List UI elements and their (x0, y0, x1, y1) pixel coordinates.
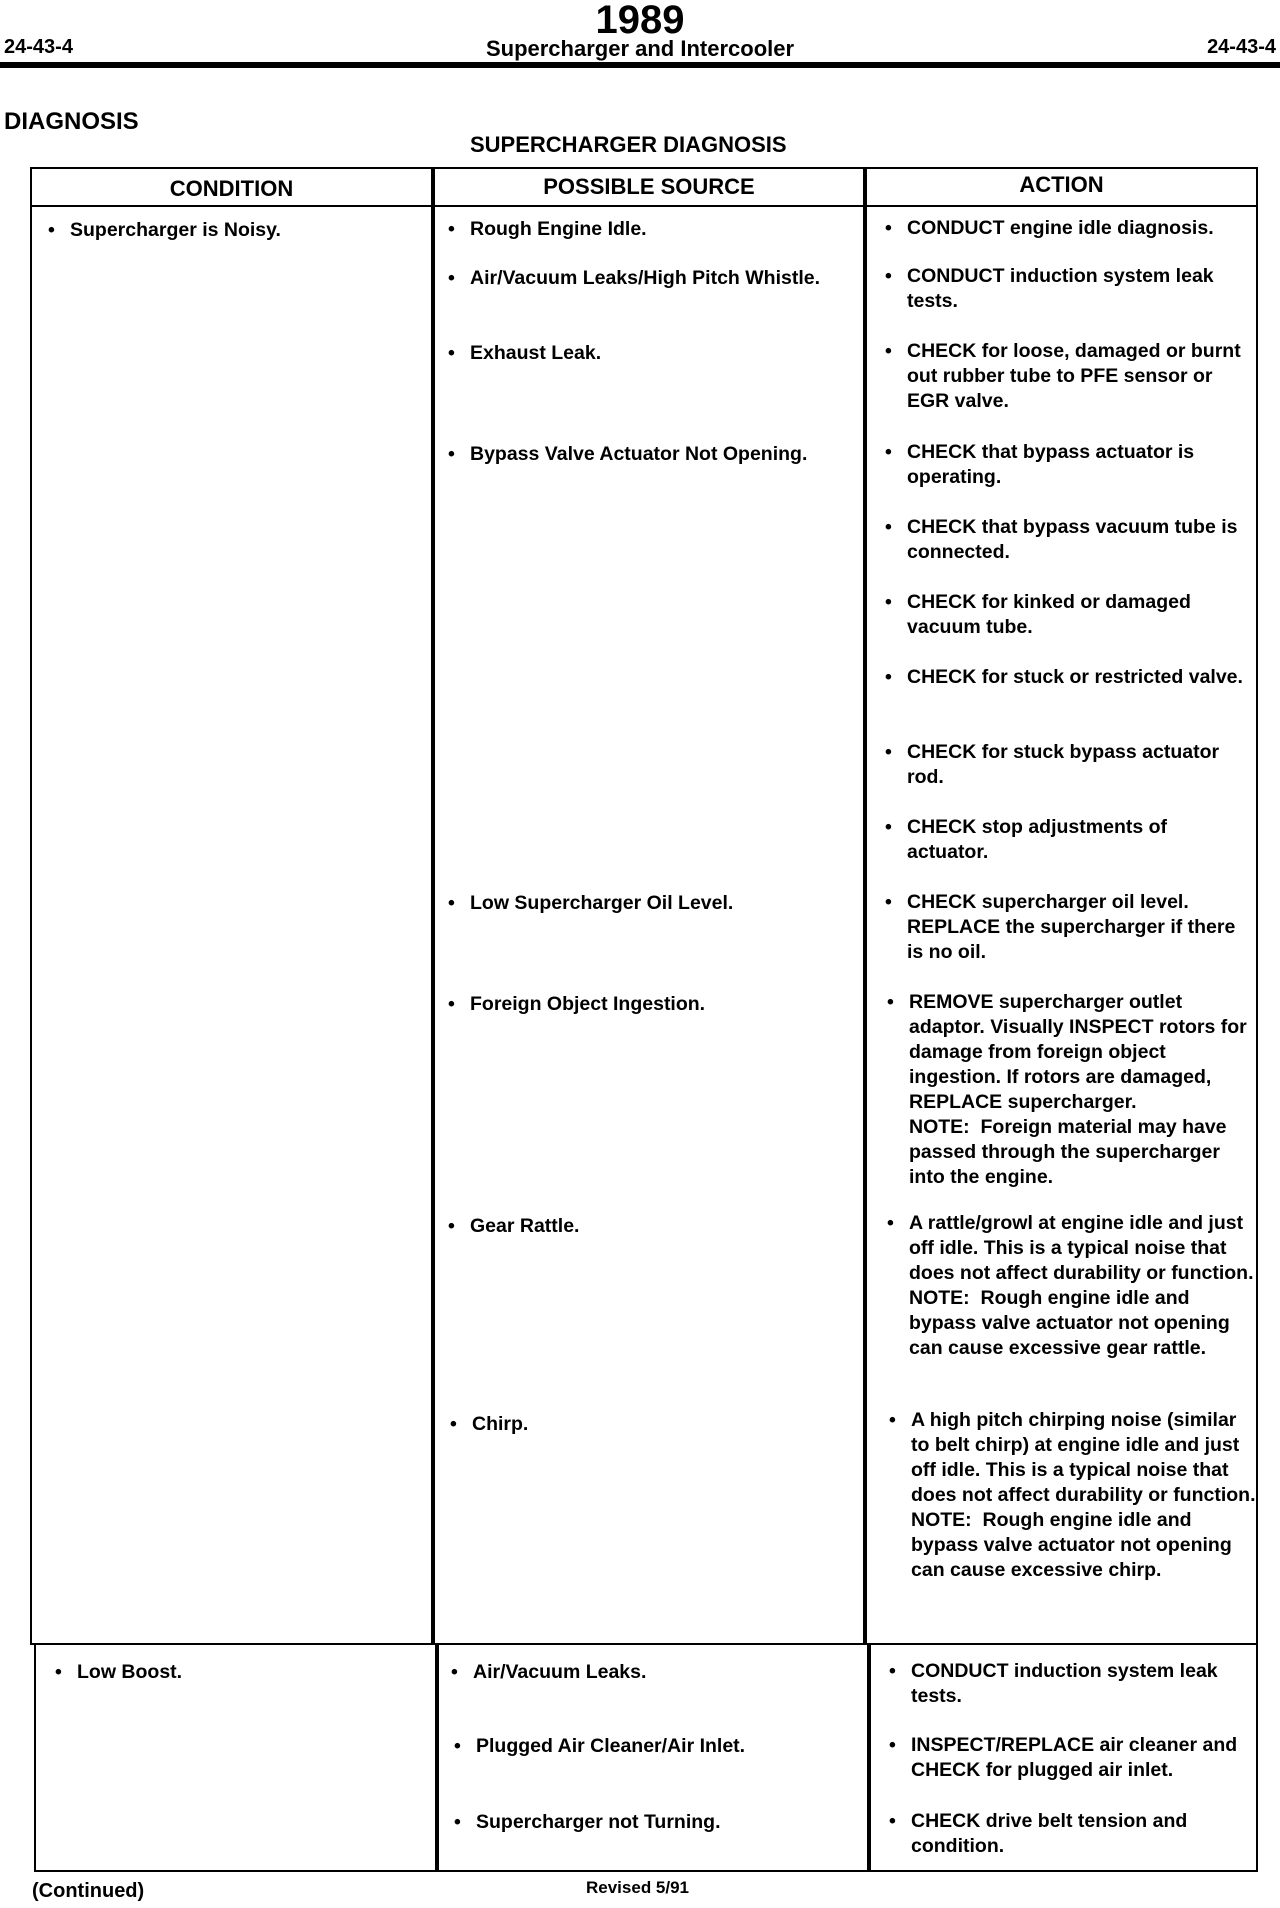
note-label: NOTE: (911, 1509, 972, 1531)
condition-cell-row-1 (30, 205, 433, 1645)
manual-year: 1989 (595, 0, 685, 42)
action-item (909, 1211, 1254, 1361)
source-item: • Chirp. (472, 1412, 857, 1437)
note-text: Rough engine idle and bypass valve actuator not opening can cause excessive gear rattle. (909, 1287, 1230, 1359)
action-note (909, 1115, 1254, 1190)
action-item: • CHECK that bypass actuator is operating. (907, 440, 1252, 490)
column-header-possible-source: POSSIBLE SOURCE (543, 174, 755, 199)
action-item: • CHECK for loose, damaged or burnt out rubber tube to PFE sensor or EGR valve. (907, 339, 1252, 414)
note-text: Foreign material may have passed through the supercharger into the engine. (909, 1116, 1227, 1188)
action-item: • CONDUCT engine idle diagnosis. (907, 216, 1252, 241)
source-item: • Air/Vacuum Leaks/High Pitch Whistle. (470, 266, 855, 291)
condition-item: • Low Boost. (77, 1660, 417, 1685)
column-header-action: ACTION (1019, 172, 1104, 197)
action-item: • CHECK that bypass vacuum tube is connected. (907, 515, 1252, 565)
source-item: • Bypass Valve Actuator Not Opening. (470, 442, 855, 467)
continued-label: (Continued) (32, 1880, 145, 1902)
section-title: DIAGNOSIS (4, 108, 139, 135)
page-title: Supercharger and Intercooler (485, 36, 795, 61)
action-item: • INSPECT/REPLACE air cleaner and CHECK for plugged air inlet. (911, 1733, 1253, 1783)
source-item: • Supercharger not Turning. (476, 1810, 861, 1835)
action-item: • CHECK supercharger oil level. REPLACE the supercharger if there is no oil. (907, 890, 1252, 965)
action-item (911, 1408, 1256, 1583)
source-item: • Foreign Object Ingestion. (470, 992, 855, 1017)
source-item: • Exhaust Leak. (470, 341, 855, 366)
page-number-left: 24-43-4 (4, 36, 73, 58)
source-item: • Gear Rattle. (470, 1214, 855, 1239)
revised-date: Revised 5/91 (586, 1878, 690, 1897)
source-item: • Low Supercharger Oil Level. (470, 891, 855, 916)
action-item: • CHECK stop adjustments of actuator. (907, 815, 1252, 865)
note-label: NOTE: (909, 1287, 970, 1309)
table-title: SUPERCHARGER DIAGNOSIS (470, 132, 787, 157)
action-item: • CONDUCT induction system leak tests. (911, 1659, 1253, 1709)
page-number-right: 24-43-4 (1207, 36, 1276, 58)
action-text: REMOVE supercharger outlet adaptor. Visually INSPECT rotors for damage from foreign object ingestion. If rotors are damaged, REPLACE supercharger. (909, 991, 1247, 1113)
column-header-condition: CONDITION (169, 176, 294, 201)
action-note (909, 1286, 1254, 1361)
action-item (909, 990, 1254, 1190)
source-item: • Rough Engine Idle. (470, 217, 855, 242)
diagnosis-table (30, 167, 1258, 1872)
action-item: • CHECK for kinked or damaged vacuum tube. (907, 590, 1252, 640)
action-item: • CHECK for stuck bypass actuator rod. (907, 740, 1252, 790)
source-item: • Plugged Air Cleaner/Air Inlet. (476, 1734, 861, 1759)
source-item: • Air/Vacuum Leaks. (473, 1660, 858, 1685)
note-label: NOTE: (909, 1116, 970, 1138)
action-item: • CONDUCT induction system leak tests. (907, 264, 1252, 314)
action-note (911, 1508, 1256, 1583)
action-item: • CHECK for stuck or restricted valve. (907, 665, 1252, 690)
header-rule (0, 62, 1280, 68)
action-item: • CHECK drive belt tension and condition. (911, 1809, 1253, 1859)
action-text: A high pitch chirping noise (similar to belt chirp) at engine idle and just off idle. This is a typical noise that does not affect durability or function. (911, 1409, 1256, 1506)
note-text: Rough engine idle and bypass valve actuator not opening can cause excessive chirp. (911, 1509, 1232, 1581)
condition-item: • Supercharger is Noisy. (70, 218, 410, 243)
action-text: A rattle/growl at engine idle and just off idle. This is a typical noise that does not affect durability or function. (909, 1212, 1254, 1284)
